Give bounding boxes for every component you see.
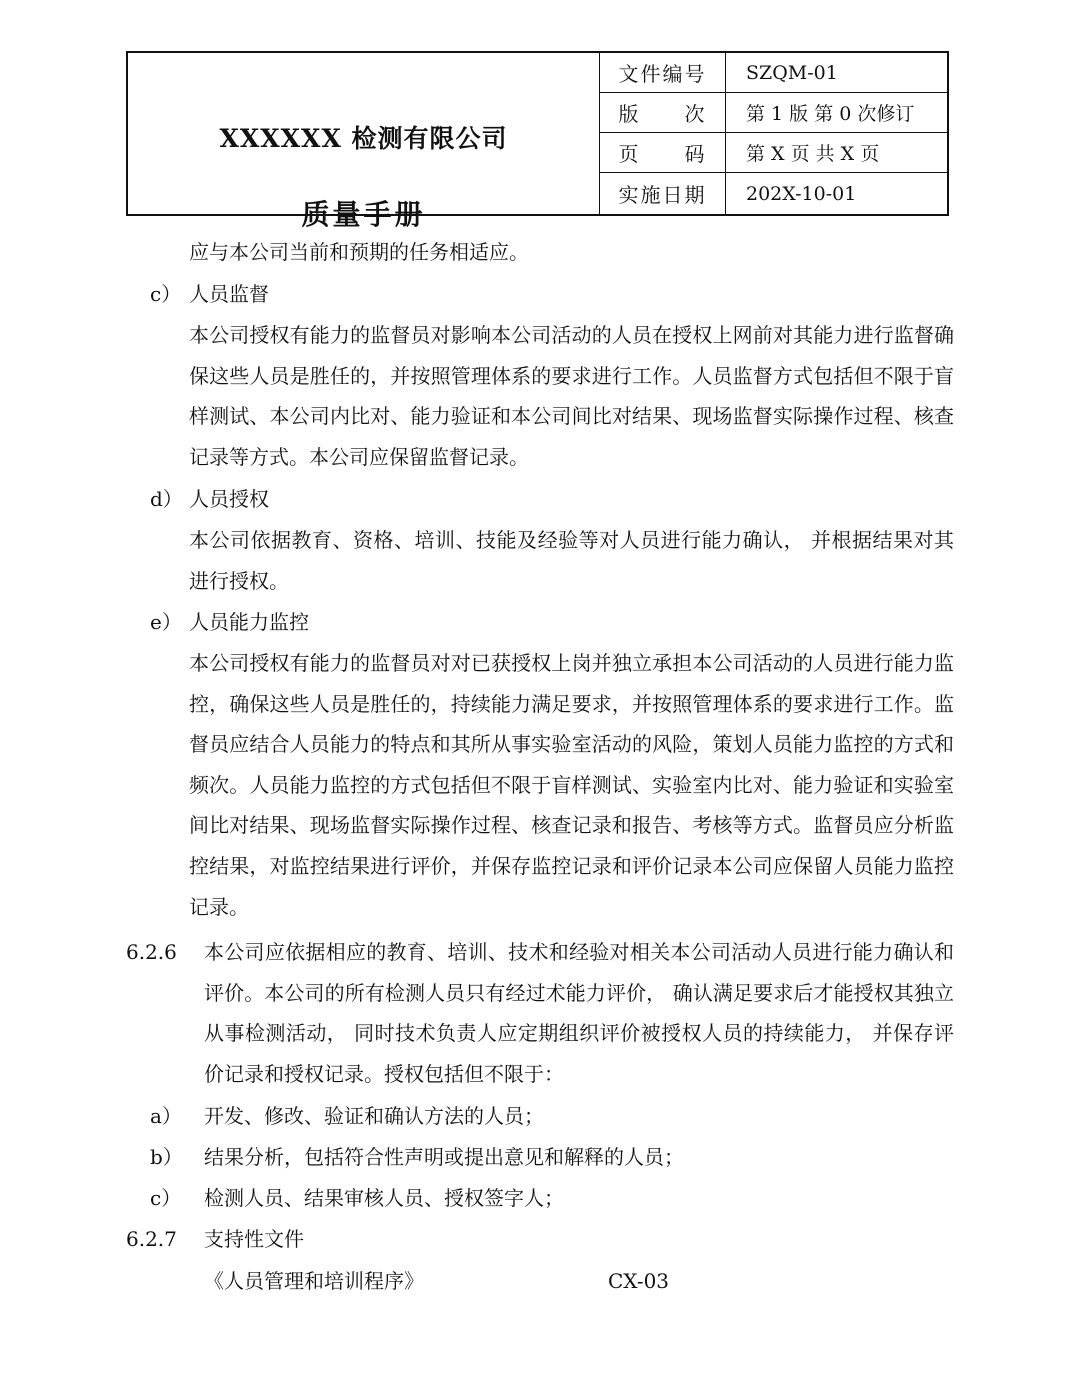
header-table — [126, 51, 949, 231]
doc-number-value: SZQM-01 — [746, 61, 838, 84]
effective-date-value: 202X-10-01 — [746, 182, 857, 205]
item-c-text: 本公司授权有能力的监督员对影响本公司活动的人员在授权上网前对其能力进行监督确保这些人员是胜任的，并按照管理体系的要求进行工作。人员监督方式包括但不限于盲样测试、本公司内比对、能力验证和本公司间比对结果、现场监督实际操作过程、核查记录等方式。本公司应保留监督记录。 — [189, 323, 954, 469]
supporting-doc-name: 《人员管理和培训程序》 — [204, 1269, 424, 1293]
continuation-line: 应与本公司当前和预期的任务相适应。 — [189, 240, 529, 264]
doc-number-label: 文件编号 — [600, 53, 726, 92]
item-c-label: c） — [150, 282, 182, 306]
item-c-title: 人员监督 — [189, 282, 269, 306]
page-row — [600, 133, 947, 173]
section-626-text: 本公司应依据相应的教育、培训、技术和经验对相关本公司活动人员进行能力确认和评价。本公司的所有检测人员只有经过术能力评价， 确认满足要求后才能授权其独立从事检测活动， 同时技术负责人应定期组织评价被授权人员的持续能力， 并保存评价记录和授权记录。授权包括但不限于： — [204, 940, 954, 1086]
item-d-text: 本公司依据教育、资格、培训、技能及经验等对人员进行能力确认， 并根据结果对其进行授权。 — [189, 528, 954, 593]
section-626-number: 6.2.6 — [126, 940, 177, 964]
supporting-doc-code: CX-03 — [608, 1269, 670, 1293]
item-e-text: 本公司授权有能力的监督员对对已获授权上岗并独立承担本公司活动的人员进行能力监控，确保这些人员是胜任的，持续能力满足要求，并按照管理体系的要求进行工作。监督员应结合人员能力的特点和其所从事实验室活动的风险，策划人员能力监控的方式和频次。人员能力监控的方式包括但不限于盲样测试、实验室内比对、能力验证和实验室间比对结果、现场监督实际操作过程、核查记录和报告、考核等方式。监督员应分析监控结果，对监控结果进行评价，并保存监控记录和评价记录本公司应保留人员能力监控记录。 — [189, 651, 954, 919]
header-info — [600, 53, 947, 214]
list-item-b-text: 结果分析，包括符合性声明或提出意见和解释的人员； — [204, 1145, 684, 1169]
page-value: 第 X 页 共 X 页 — [746, 143, 880, 165]
item-d-label: d） — [150, 487, 183, 511]
effective-date-row — [600, 173, 947, 214]
header-left-cell — [128, 53, 600, 231]
list-item-c-text: 检测人员、结果审核人员、授权签字人； — [204, 1186, 564, 1210]
effective-date-label: 实施日期 — [600, 173, 726, 214]
list-item-a-label: a） — [150, 1104, 182, 1128]
section-627-number: 6.2.7 — [126, 1227, 177, 1251]
item-d-title: 人员授权 — [189, 487, 269, 511]
edition-value: 第 1 版 第 0 次修订 — [746, 103, 915, 125]
list-item-a-text: 开发、修改、验证和确认方法的人员； — [204, 1104, 544, 1128]
manual-title: 质量手册 — [301, 198, 426, 231]
edition-label: 版 次 — [600, 93, 726, 132]
company-name: XXXXXX 检测有限公司 — [219, 124, 508, 153]
doc-number-row — [600, 53, 947, 93]
edition-row — [600, 93, 947, 133]
item-e-title: 人员能力监控 — [189, 610, 309, 634]
section-627-title: 支持性文件 — [204, 1227, 304, 1251]
list-item-b-label: b） — [150, 1145, 183, 1169]
item-e-label: e） — [150, 610, 182, 634]
list-item-c-label: c） — [150, 1186, 182, 1210]
page-label: 页 码 — [600, 133, 726, 172]
